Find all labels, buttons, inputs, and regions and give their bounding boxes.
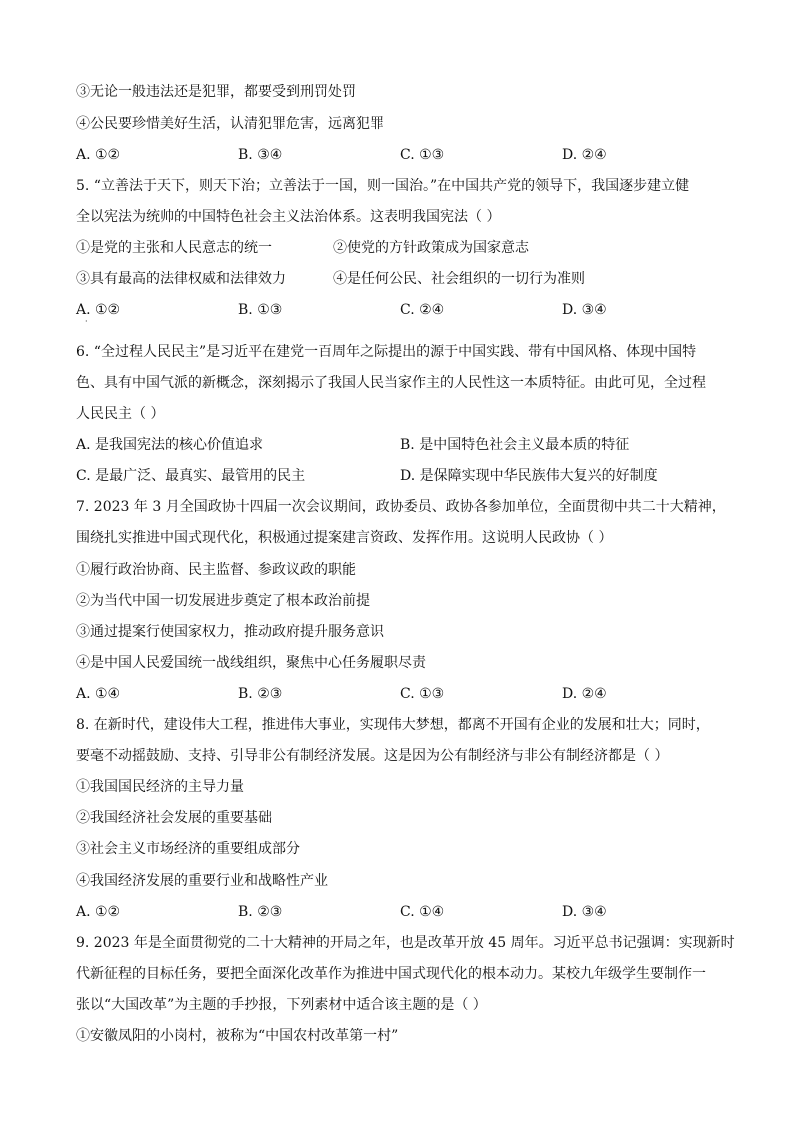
q5-stem-line-1: 5. “立善法于天下，则天下治；立善法于一国，则一国治。”在中国共产党的领导下，我国逐步建立健: [76, 178, 690, 194]
q7-stem-line-1: 7. 2023 年 3 月全国政协十四届一次会议期间，政协委员、政协各参加单位，全面贯彻中共二十大精神，: [76, 499, 726, 515]
q8-item-1: ①我国国民经济的主导力量: [76, 779, 244, 795]
q4-option-d: D. ②④: [562, 147, 607, 163]
q6-stem-line-2: 色、具有中国气派的新概念，深刻揭示了我国人民当家作主的人民性这一本质特征。由此可见，全过程: [76, 375, 706, 391]
q6-stem-line-3: 人民民主（ ）: [76, 406, 165, 422]
q5-item-3: ③具有最高的法律权威和法律效力: [76, 271, 286, 287]
q8-option-a: A. ①②: [76, 904, 121, 920]
q7-options: [76, 684, 736, 704]
q9-stem-line-2: 代新征程的目标任务，要把全面深化改革作为推进中国式现代化的根本动力。某校九年级学生要制作一: [76, 966, 706, 982]
stray-mark: ·: [85, 317, 88, 326]
q4-option-b: B. ③④: [238, 147, 283, 163]
q4-item-4: ④公民要珍惜美好生活，认清犯罪危害，远离犯罪: [76, 116, 384, 132]
q7-option-a: A. ①④: [76, 686, 121, 702]
q8-item-2: ②我国经济社会发展的重要基础: [76, 810, 272, 826]
q8-item-4: ④我国经济发展的重要行业和战略性产业: [76, 873, 328, 889]
q8-stem-line-2: 要毫不动摇鼓励、支持、引导非公有制经济发展。这是因为公有制经济与非公有制经济都是（ ）: [76, 748, 669, 764]
q5-option-c: C. ②④: [400, 302, 445, 318]
q5-item-4: ④是任何公民、社会组织的一切行为准则: [333, 271, 585, 287]
q6-option-d: D. 是保障实现中华民族伟大复兴的好制度: [400, 468, 658, 484]
q5-items-row-1: [76, 238, 736, 258]
q9-stem-line-1: 9. 2023 年是全面贯彻党的二十大精神的开局之年，也是改革开放 45 周年。习近平总书记强调：实现新时: [76, 935, 735, 951]
q6-stem-line-1: 6. “全过程人民民主”是习近平在建党一百周年之际提出的源于中国实践、带有中国风格、体现中国特: [76, 344, 697, 360]
q5-option-d: D. ③④: [562, 302, 607, 318]
q5-item-1: ①是党的主张和人民意志的统一: [76, 240, 272, 256]
q7-item-1: ①履行政治协商、民主监督、参政议政的职能: [76, 562, 356, 578]
q5-stem-line-2: 全以宪法为统帅的中国特色社会主义法治体系。这表明我国宪法（ ）: [76, 209, 501, 225]
q5-item-2: ②使党的方针政策成为国家意志: [333, 240, 529, 256]
q7-item-4: ④是中国人民爱国统一战线组织，聚焦中心任务履职尽责: [76, 655, 426, 671]
q4-option-c: C. ①③: [400, 147, 445, 163]
q6-options-row-1: [76, 435, 736, 455]
q7-option-b: B. ②③: [238, 686, 283, 702]
q8-options: [76, 902, 736, 922]
q4-item-3: ③无论一般违法还是犯罪，都要受到刑罚处罚: [76, 84, 356, 100]
q7-stem-line-2: 围绕扎实推进中国式现代化，积极通过提案建言资政、发挥作用。这说明人民政协（ ）: [76, 530, 613, 546]
q4-options: [76, 145, 736, 165]
q5-items-row-2: [76, 269, 736, 289]
q8-option-b: B. ②③: [238, 904, 283, 920]
q6-option-c: C. 是最广泛、最真实、最管用的民主: [76, 468, 306, 484]
q5-option-b: B. ①③: [238, 302, 283, 318]
q4-option-a: A. ①②: [76, 147, 121, 163]
q8-stem-line-1: 8. 在新时代，建设伟大工程，推进伟大事业，实现伟大梦想，都离不开国有企业的发展和壮大；同时，: [76, 717, 710, 733]
q5-option-a: A. ①②: [76, 302, 121, 318]
q7-option-d: D. ②④: [562, 686, 607, 702]
q9-item-1: ①安徽凤阳的小岗村，被称为“中国农村改革第一村”: [76, 1028, 399, 1044]
q9-stem-line-3: 张以“大国改革”为主题的手抄报，下列素材中适合该主题的是（ ）: [76, 997, 487, 1013]
q6-options-row-2: [76, 466, 736, 486]
q8-item-3: ③社会主义市场经济的重要组成部分: [76, 841, 300, 857]
q7-item-2: ②为当代中国一切发展进步奠定了根本政治前提: [76, 593, 370, 609]
q7-item-3: ③通过提案行使国家权力，推动政府提升服务意识: [76, 624, 384, 640]
q8-option-c: C. ①④: [400, 904, 445, 920]
q6-option-b: B. 是中国特色社会主义最本质的特征: [400, 437, 630, 453]
q7-option-c: C. ①③: [400, 686, 445, 702]
q8-option-d: D. ③④: [562, 904, 607, 920]
q6-option-a: A. 是我国宪法的核心价值追求: [76, 437, 264, 453]
q5-options: [76, 300, 736, 320]
